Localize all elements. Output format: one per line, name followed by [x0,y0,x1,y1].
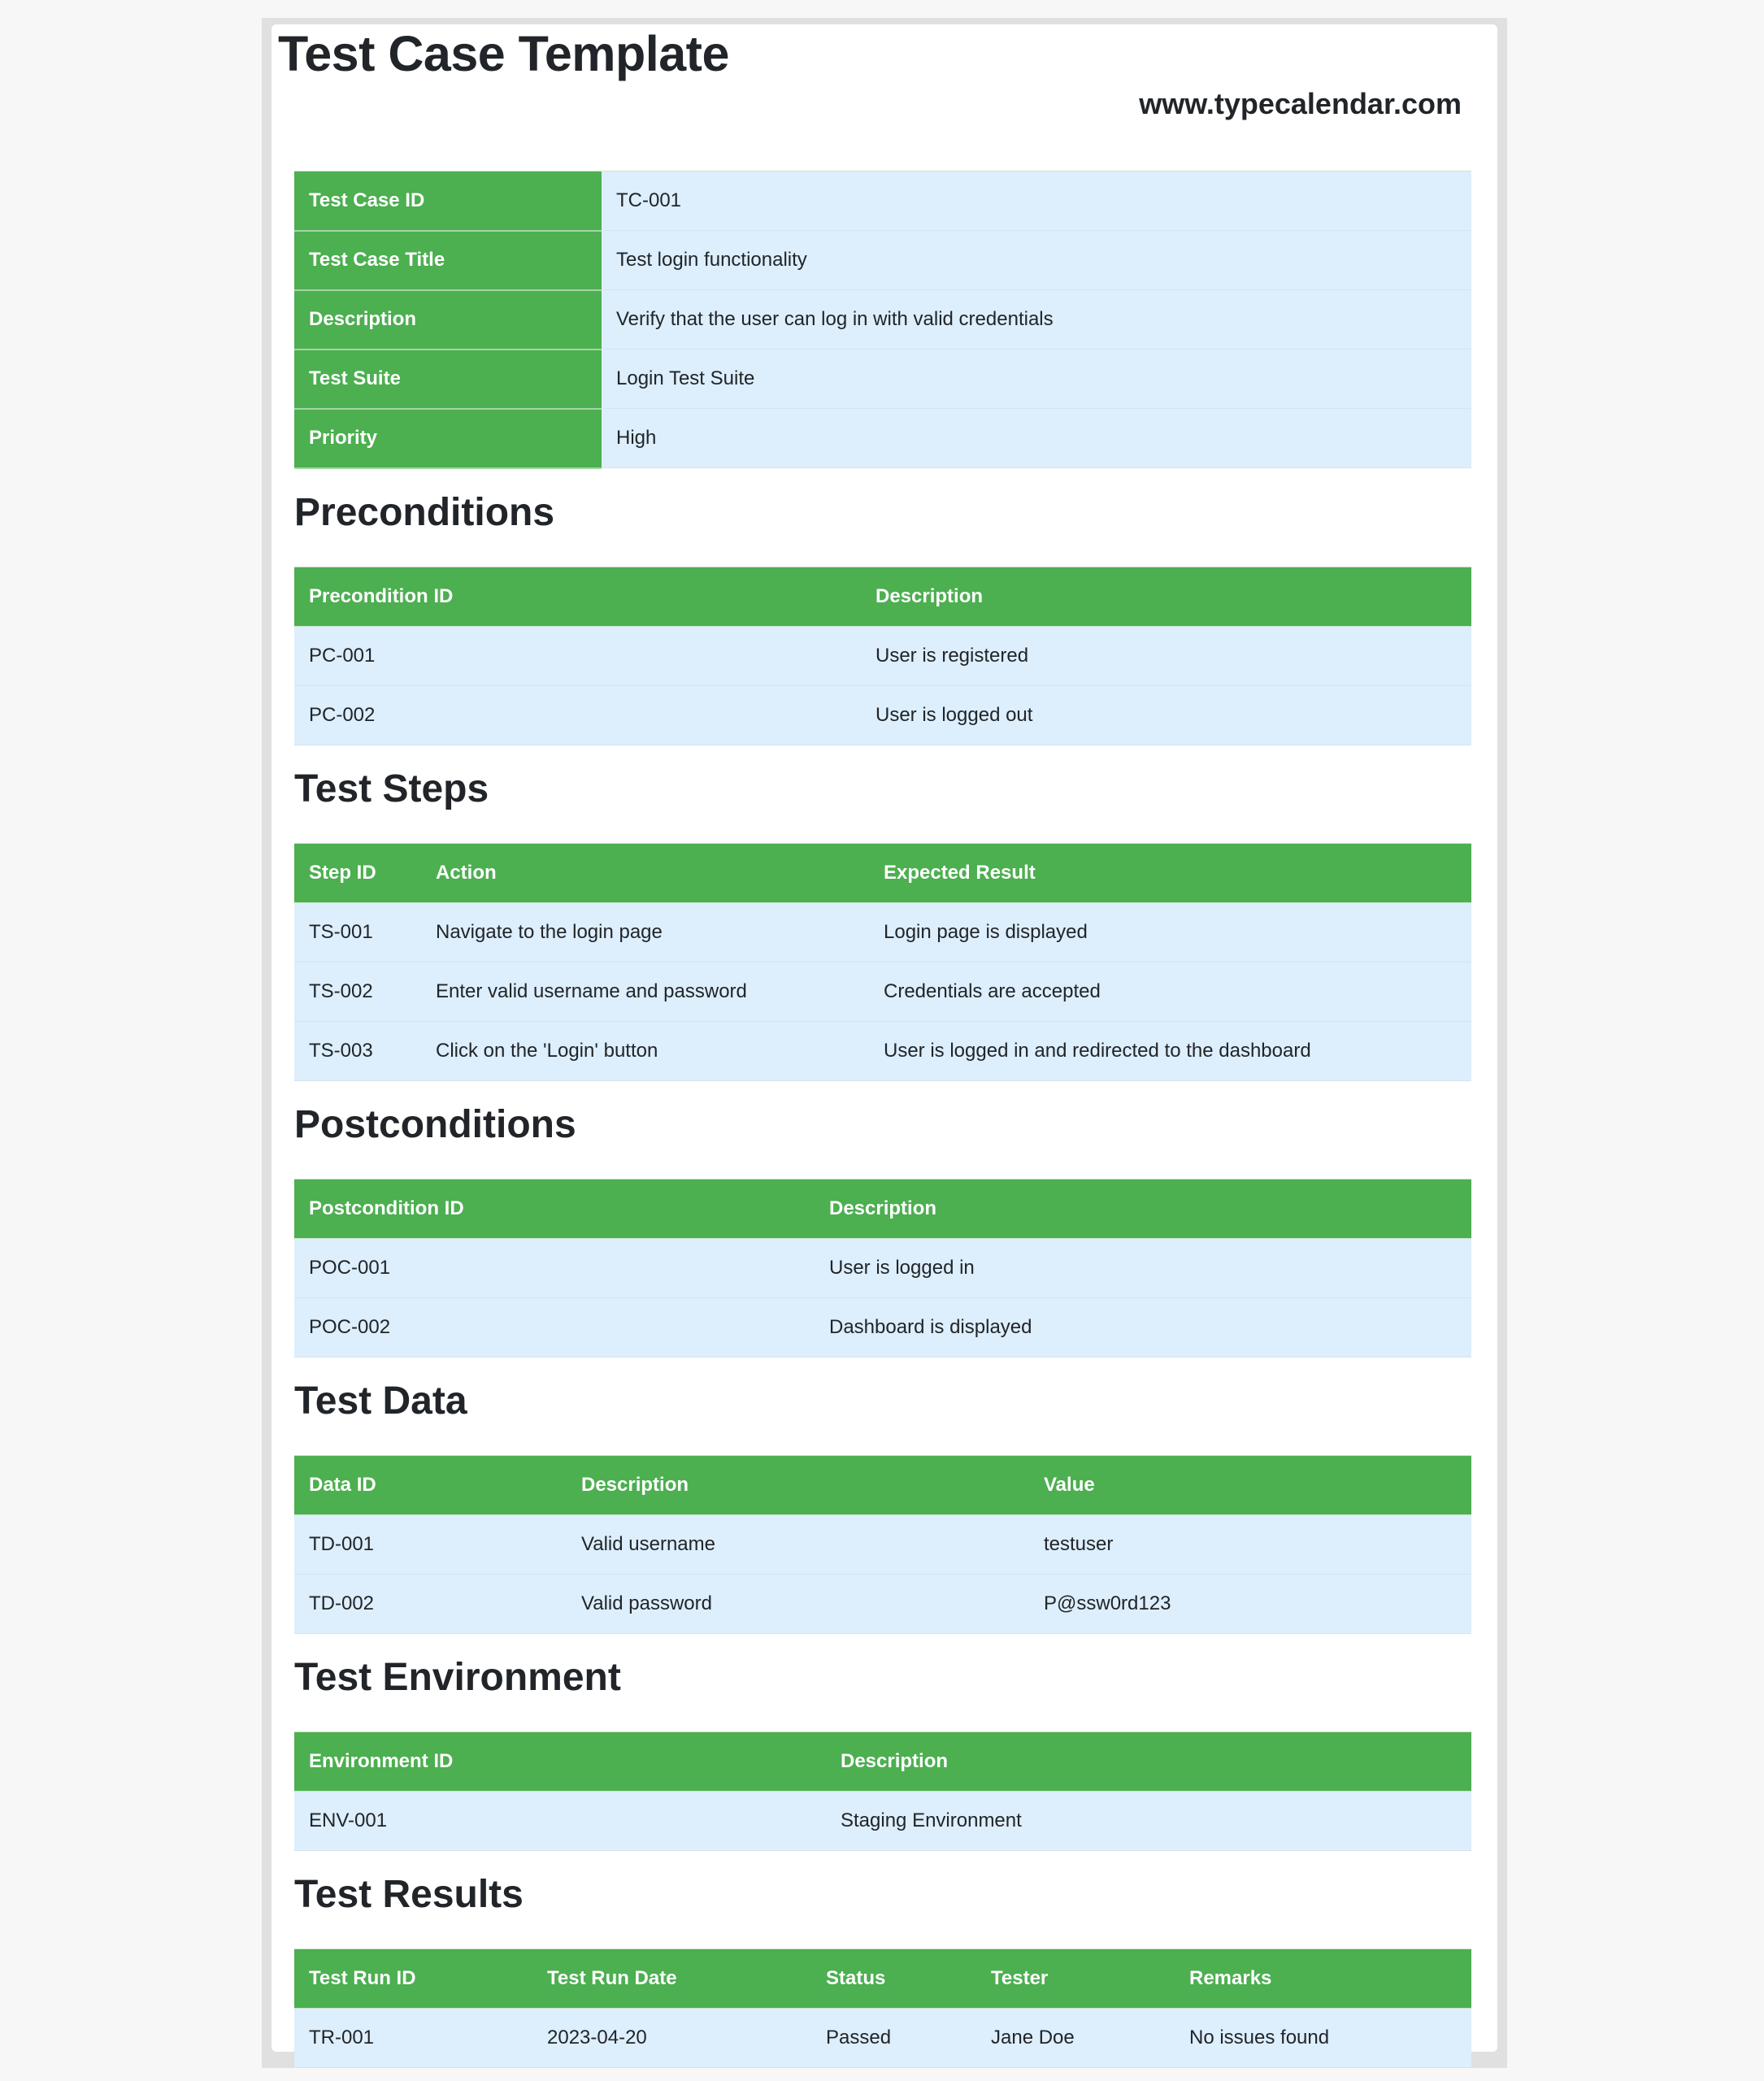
table-cell: Enter valid username and password [421,962,869,1021]
column-header: Remarks [1175,1948,1471,2008]
table-header-row [294,1731,1471,1791]
section-title-test-environment: Test Environment [294,1655,621,1699]
table-cell: TS-003 [294,1021,421,1080]
table-row [294,1238,1471,1297]
info-value: High [602,409,1471,468]
info-value: TC-001 [602,172,1471,231]
table-cell: testuser [1029,1514,1471,1574]
table-row [294,1574,1471,1633]
table-header-row [294,1948,1471,2008]
section-title-test-results: Test Results [294,1872,524,1916]
column-header: Precondition ID [294,567,861,626]
info-label: Description [294,290,602,350]
column-header: Step ID [294,843,421,902]
section-title-test-data: Test Data [294,1379,467,1423]
table-cell: Navigate to the login page [421,902,869,962]
column-header: Environment ID [294,1731,826,1791]
table-cell: User is logged in and redirected to the dashboard [869,1021,1471,1080]
table-cell: TD-002 [294,1574,567,1633]
column-header: Action [421,843,869,902]
table-cell: Login page is displayed [869,902,1471,962]
table-cell: Valid username [567,1514,1029,1574]
column-header: Status [811,1948,976,2008]
table-row [294,902,1471,962]
column-header: Expected Result [869,843,1471,902]
table-cell: PC-001 [294,626,861,685]
test-environment-table [294,1731,1471,1851]
column-header: Value [1029,1455,1471,1514]
table-cell: POC-002 [294,1297,815,1357]
section-title-postconditions: Postconditions [294,1102,576,1146]
column-header: Postcondition ID [294,1179,815,1238]
table-header-row [294,567,1471,626]
test-steps-table [294,843,1471,1081]
table-cell: User is logged in [815,1238,1471,1297]
table-row [294,1791,1471,1850]
table-cell: User is logged out [861,685,1471,745]
info-label: Test Suite [294,350,602,409]
section-title-test-steps: Test Steps [294,767,489,810]
column-header: Tester [976,1948,1175,2008]
page-title: Test Case Template [278,26,729,81]
info-row-test-case-id [294,172,1471,231]
table-cell: 2023-04-20 [532,2008,811,2067]
info-row-priority [294,409,1471,468]
table-header-row [294,1455,1471,1514]
table-cell: TS-002 [294,962,421,1021]
info-value: Verify that the user can log in with valid credentials [602,290,1471,350]
table-cell: P@ssw0rd123 [1029,1574,1471,1633]
table-cell: PC-002 [294,685,861,745]
table-cell: User is registered [861,626,1471,685]
table-row [294,685,1471,745]
table-header-row [294,843,1471,902]
column-header: Description [567,1455,1029,1514]
column-header: Data ID [294,1455,567,1514]
table-row [294,626,1471,685]
column-header: Test Run Date [532,1948,811,2008]
test-case-info-table [294,171,1471,469]
table-cell: Staging Environment [826,1791,1471,1850]
postconditions-table [294,1179,1471,1358]
test-results-table [294,1948,1471,2068]
table-cell: Jane Doe [976,2008,1175,2067]
preconditions-table [294,567,1471,745]
info-row-description [294,290,1471,350]
table-cell: TS-001 [294,902,421,962]
table-row [294,1021,1471,1080]
table-cell: Valid password [567,1574,1029,1633]
info-row-test-case-title [294,231,1471,290]
table-header-row [294,1179,1471,1238]
website-label: www.typecalendar.com [1139,87,1462,120]
table-row [294,1514,1471,1574]
table-cell: Credentials are accepted [869,962,1471,1021]
info-label: Test Case Title [294,231,602,290]
table-cell: TR-001 [294,2008,532,2067]
info-label: Test Case ID [294,172,602,231]
table-cell: Dashboard is displayed [815,1297,1471,1357]
info-row-test-suite [294,350,1471,409]
table-cell: ENV-001 [294,1791,826,1850]
document-content [294,171,1471,2068]
table-row [294,1297,1471,1357]
info-value: Login Test Suite [602,350,1471,409]
table-cell: Click on the 'Login' button [421,1021,869,1080]
status-cell: Passed [811,2008,976,2067]
info-label: Priority [294,409,602,468]
column-header: Description [861,567,1471,626]
test-data-table [294,1455,1471,1634]
column-header: Description [826,1731,1471,1791]
section-title-preconditions: Preconditions [294,490,555,534]
table-cell: TD-001 [294,1514,567,1574]
table-cell: POC-001 [294,1238,815,1297]
info-value: Test login functionality [602,231,1471,290]
table-row [294,2008,1471,2067]
table-row [294,962,1471,1021]
column-header: Description [815,1179,1471,1238]
table-cell: No issues found [1175,2008,1471,2067]
column-header: Test Run ID [294,1948,532,2008]
